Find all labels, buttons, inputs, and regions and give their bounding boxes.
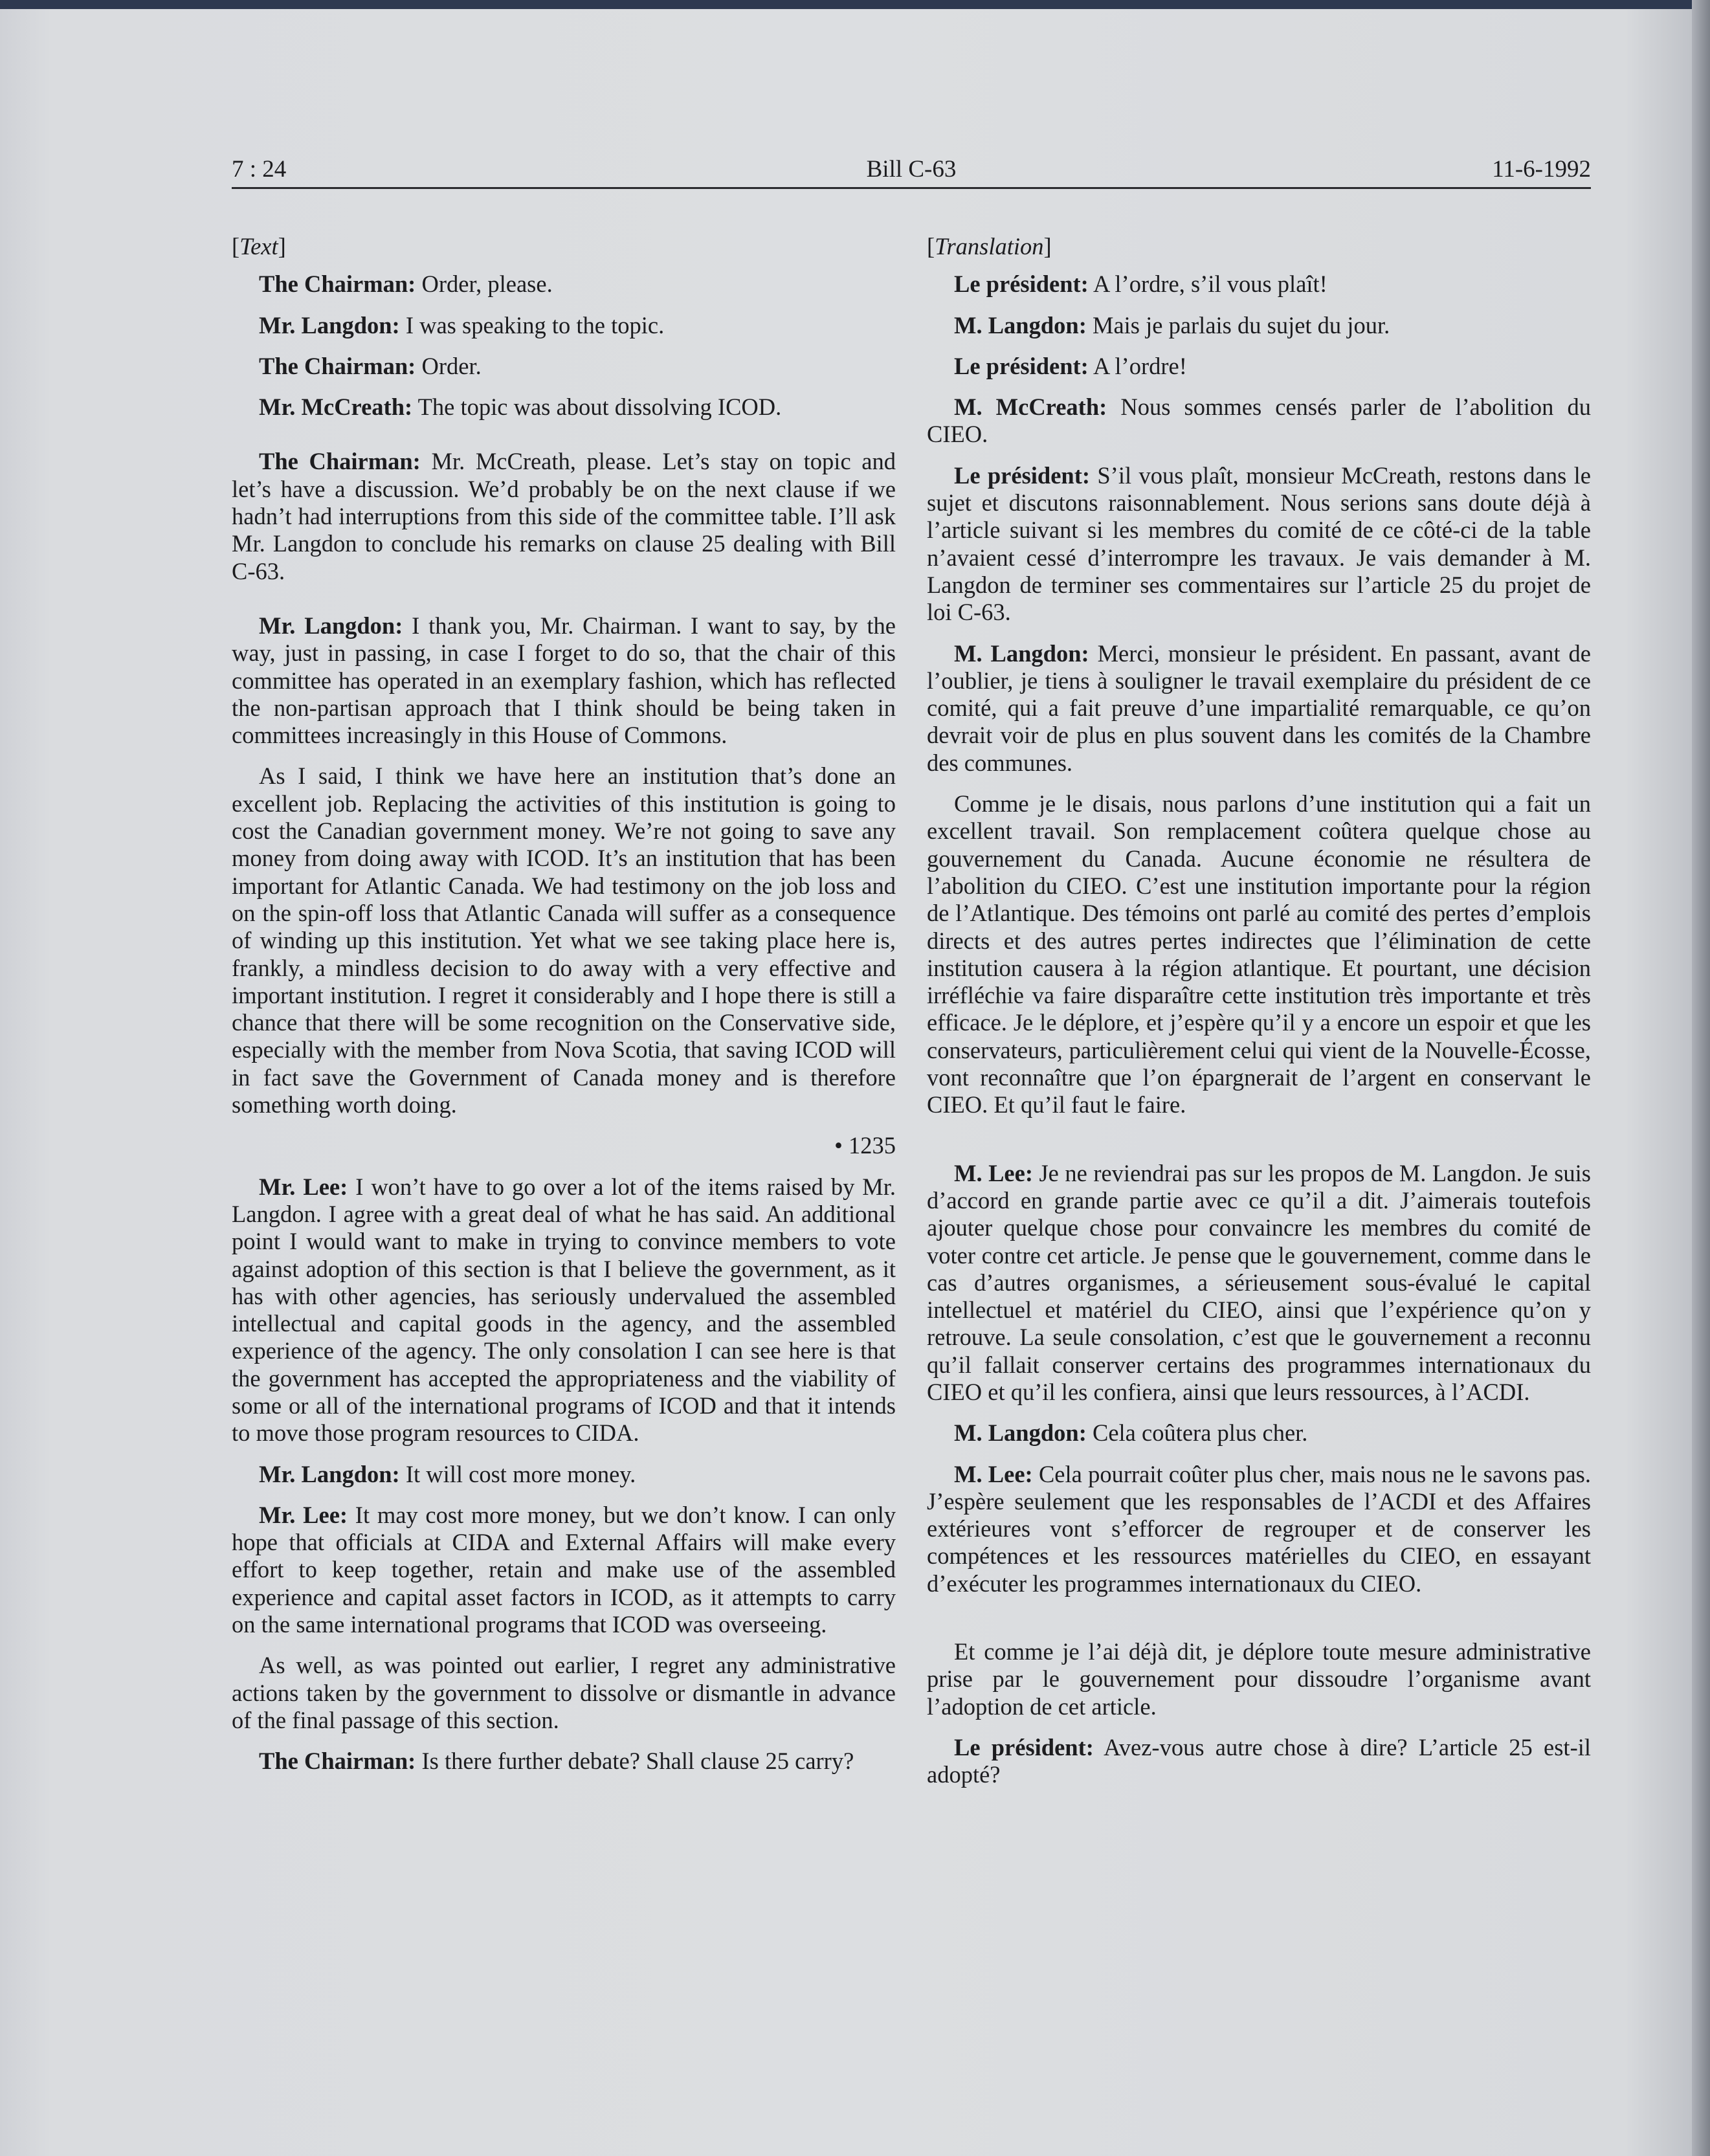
time-marker: • 1235 xyxy=(834,1132,896,1159)
speaker: The Chairman: xyxy=(259,1748,416,1775)
speaker: M. Langdon: xyxy=(954,639,1089,667)
speaker: Mr. Lee: xyxy=(259,1501,348,1528)
paragraph xyxy=(927,312,1591,339)
speech: I was speaking to the topic. xyxy=(399,311,665,339)
paragraph xyxy=(927,353,1591,380)
page-number: 7 : 24 xyxy=(232,156,287,183)
speaker: Le président: xyxy=(954,271,1089,298)
speaker: Mr. Langdon: xyxy=(259,612,403,639)
speech: The topic was about dissolving ICOD. xyxy=(412,394,782,421)
speaker: Le président: xyxy=(954,1733,1094,1761)
paragraph xyxy=(232,394,896,421)
speaker: The Chairman: xyxy=(259,448,421,475)
speaker: Mr. Langdon: xyxy=(259,1460,400,1487)
french-column xyxy=(927,233,1591,1789)
speaker: The Chairman: xyxy=(259,352,416,379)
speaker: M. Langdon: xyxy=(954,311,1087,339)
speech: Is there further debate? Shall clause 25 carry? xyxy=(416,1748,854,1775)
paragraph xyxy=(232,353,896,380)
paragraph xyxy=(927,640,1591,777)
page-header xyxy=(232,155,1591,189)
column-label: [Text] xyxy=(232,233,286,260)
speech: Order, please. xyxy=(416,271,553,298)
paragraph xyxy=(927,462,1591,627)
paragraph xyxy=(232,312,896,339)
speech: Nous sommes censés parler de l’abolition du CIEO. xyxy=(927,394,1591,448)
page-date: 11-6-1992 xyxy=(1492,156,1591,183)
speech: A l’ordre, s’il vous plaît! xyxy=(1088,271,1327,298)
speech: It may cost more money, but we don’t know. I can only hope that officials at CIDA and External Affairs will make every effort to keep together, retain and make use of the assembled experience and capital asset factors in ICOD, as it attempts to carry on the same international programs that ICOD was overseeing. xyxy=(232,1501,896,1638)
paragraph xyxy=(232,1173,896,1447)
speaker: Mr. Langdon: xyxy=(259,311,400,339)
speech: S’il vous plaît, monsieur McCreath, restons dans le sujet et discutons raisonnablement. Nous serions sans doute déjà à l’article suivant si les membres du comité de ce côté-ci de la table n’avaient cessé d’interrompre les travaux. Je vais demander à M. Langdon de terminer ses commentaires sur l’article 25 du projet de loi C-63. xyxy=(927,461,1591,626)
speech: Je ne reviendrai pas sur les propos de M. Langdon. Je suis d’accord en grande partie avec ce qu’il a dit. J’aimerais toutefois ajouter quelque chose pour convaincre les membres du comité de voter contre cet article. Je pense que le gouvernement, comme dans le cas d’autres organismes, a sérieusement sous-évalué le capital intellectuel et matériel du CIEO, ainsi que l’expérience qu’on y retrouve. La seule consolation, c’est que le gouvernement a reconnu qu’il fallait conserver certains des programmes internationaux du CIEO et qu’il les confiera, ainsi que leurs ressources, à l’ACDI. xyxy=(927,1159,1591,1405)
speech: Cela coûtera plus cher. xyxy=(1086,1419,1308,1447)
speech: Cela pourrait coûter plus cher, mais nous ne le savons pas. J’espère seulement que les responsables de l’ACDI et des Affaires extérieures vont s’efforcer de regrouper et de conserver les compétences et les ressources matérielles du CIEO, en essayant d’exécuter les programmes internationaux du CIEO. xyxy=(927,1460,1592,1597)
paragraph xyxy=(232,1461,896,1488)
paragraph: Comme je le disais, nous parlons d’une institution qui a fait un excellent travail. Son remplacement coûtera quelque chose au gouvernement du Canada. Aucune économie ne résultera de l’abolition du CIEO. C’est une institution importante pour la région de l’Atlantique. Des témoins ont parlé au comité des pertes d’emplois directs et des autres pertes indirectes que l’élimination de cette institution causera à la région atlantique. Et pourtant, une décision irréfléchie va faire disparaître cette institution très importante et très efficace. Je le déplore, et j’espère qu’il y a encore un espoir et que les conservateurs, particulièrement celui qui vient de la Nouvelle-Écosse, vont reconnaître que l’on épargnerait de l’argent en conservant le CIEO. Et qu’il faut le faire. xyxy=(927,790,1591,1118)
speech: Order. xyxy=(416,352,482,379)
speaker: Mr. McCreath: xyxy=(259,394,413,421)
speech: Avez-vous autre chose à dire? L’article 25 est-il adopté? xyxy=(927,1733,1591,1788)
paragraph: As I said, I think we have here an institution that’s done an excellent job. Replacing the activities of this institution is going to cost the Canadian government money. We’re not going to save any money from doing away with ICOD. It’s an institution that has been important for Atlantic Canada. We had testimony on the job loss and on the spin-off loss that Atlantic Canada will suffer as a consequence of winding up this institution. Yet what we see taking place here is, frankly, a mindless decision to do away with a very effective and important institution. I regret it considerably and I hope there is still a chance that there will be some recognition on the Conservative side, especially with the member from Nova Scotia, that saving ICOD will in fact save the Government of Canada money and is therefore something worth doing. xyxy=(232,762,896,1118)
paragraph xyxy=(927,1734,1591,1789)
speech: I won’t have to go over a lot of the items raised by Mr. Langdon. I agree with a great deal of what he has said. An additional point I would want to make in trying to convince members to vote against adoption of this section is that I believe the government, as it has with other agencies, has seriously undervalued the assembled intellectual and capital goods in the agency, and the assembled experience of the agency. The only consolation I can see here is that the government has accepted the appropriateness and the viability of some or all of the international programs of ICOD and that it intends to move those program resources to CIDA. xyxy=(232,1173,896,1447)
speaker: Le président: xyxy=(954,352,1089,379)
speaker: The Chairman: xyxy=(259,271,416,298)
speech: Mr. McCreath, please. Let’s stay on topic and let’s have a discussion. We’d probably be on the next clause if we hadn’t had interruptions from this side of the committee table. I’ll ask Mr. Langdon to conclude his remarks on clause 25 dealing with Bill C-63. xyxy=(232,448,896,584)
english-column xyxy=(232,233,896,1775)
paragraph: Et comme je l’ai déjà dit, je déplore toute mesure administrative prise par le gouvernement pour dissoudre l’organisme avant l’adoption de cet article. xyxy=(927,1638,1591,1720)
speech: A l’ordre! xyxy=(1088,352,1187,379)
paragraph xyxy=(232,271,896,298)
speaker: Mr. Lee: xyxy=(259,1173,348,1200)
paragraph xyxy=(927,1419,1591,1447)
paragraph xyxy=(232,448,896,584)
speech: Merci, monsieur le président. En passant, avant de l’oublier, je tiens à souligner le travail exemplaire du président de ce comité, qui a fait preuve d’une impartialité remarquable, ce qu’on devrait voir de plus en plus souvent dans les comités de la Chambre des communes. xyxy=(927,639,1591,776)
paragraph xyxy=(232,1502,896,1638)
paragraph xyxy=(927,1461,1591,1597)
speaker: M. McCreath: xyxy=(954,394,1107,421)
bill-title: Bill C-63 xyxy=(866,156,957,183)
paragraph: As well, as was pointed out earlier, I regret any administrative actions taken by the government to dissolve or dismantle in advance of the final passage of this section. xyxy=(232,1652,896,1733)
paragraph xyxy=(927,394,1591,449)
speech: It will cost more money. xyxy=(399,1460,636,1487)
paragraph xyxy=(927,1160,1591,1406)
paragraph xyxy=(927,271,1591,298)
speaker: M. Lee: xyxy=(954,1159,1033,1186)
header-rule xyxy=(232,187,1591,189)
column-label: [Translation] xyxy=(927,233,1052,260)
speech: Mais je parlais du sujet du jour. xyxy=(1086,311,1390,339)
paragraph xyxy=(232,1748,896,1775)
speaker: M. Lee: xyxy=(954,1460,1033,1487)
speaker: M. Langdon: xyxy=(954,1419,1087,1447)
paragraph xyxy=(232,612,896,749)
speaker: Le président: xyxy=(954,461,1091,489)
speech: I thank you, Mr. Chairman. I want to say, by the way, just in passing, in case I forget to do so, that the chair of this committee has operated in an exemplary fashion, which has reflected the non-partisan approach that I think should be being taken in committees increasingly in this House of Commons. xyxy=(232,612,896,749)
